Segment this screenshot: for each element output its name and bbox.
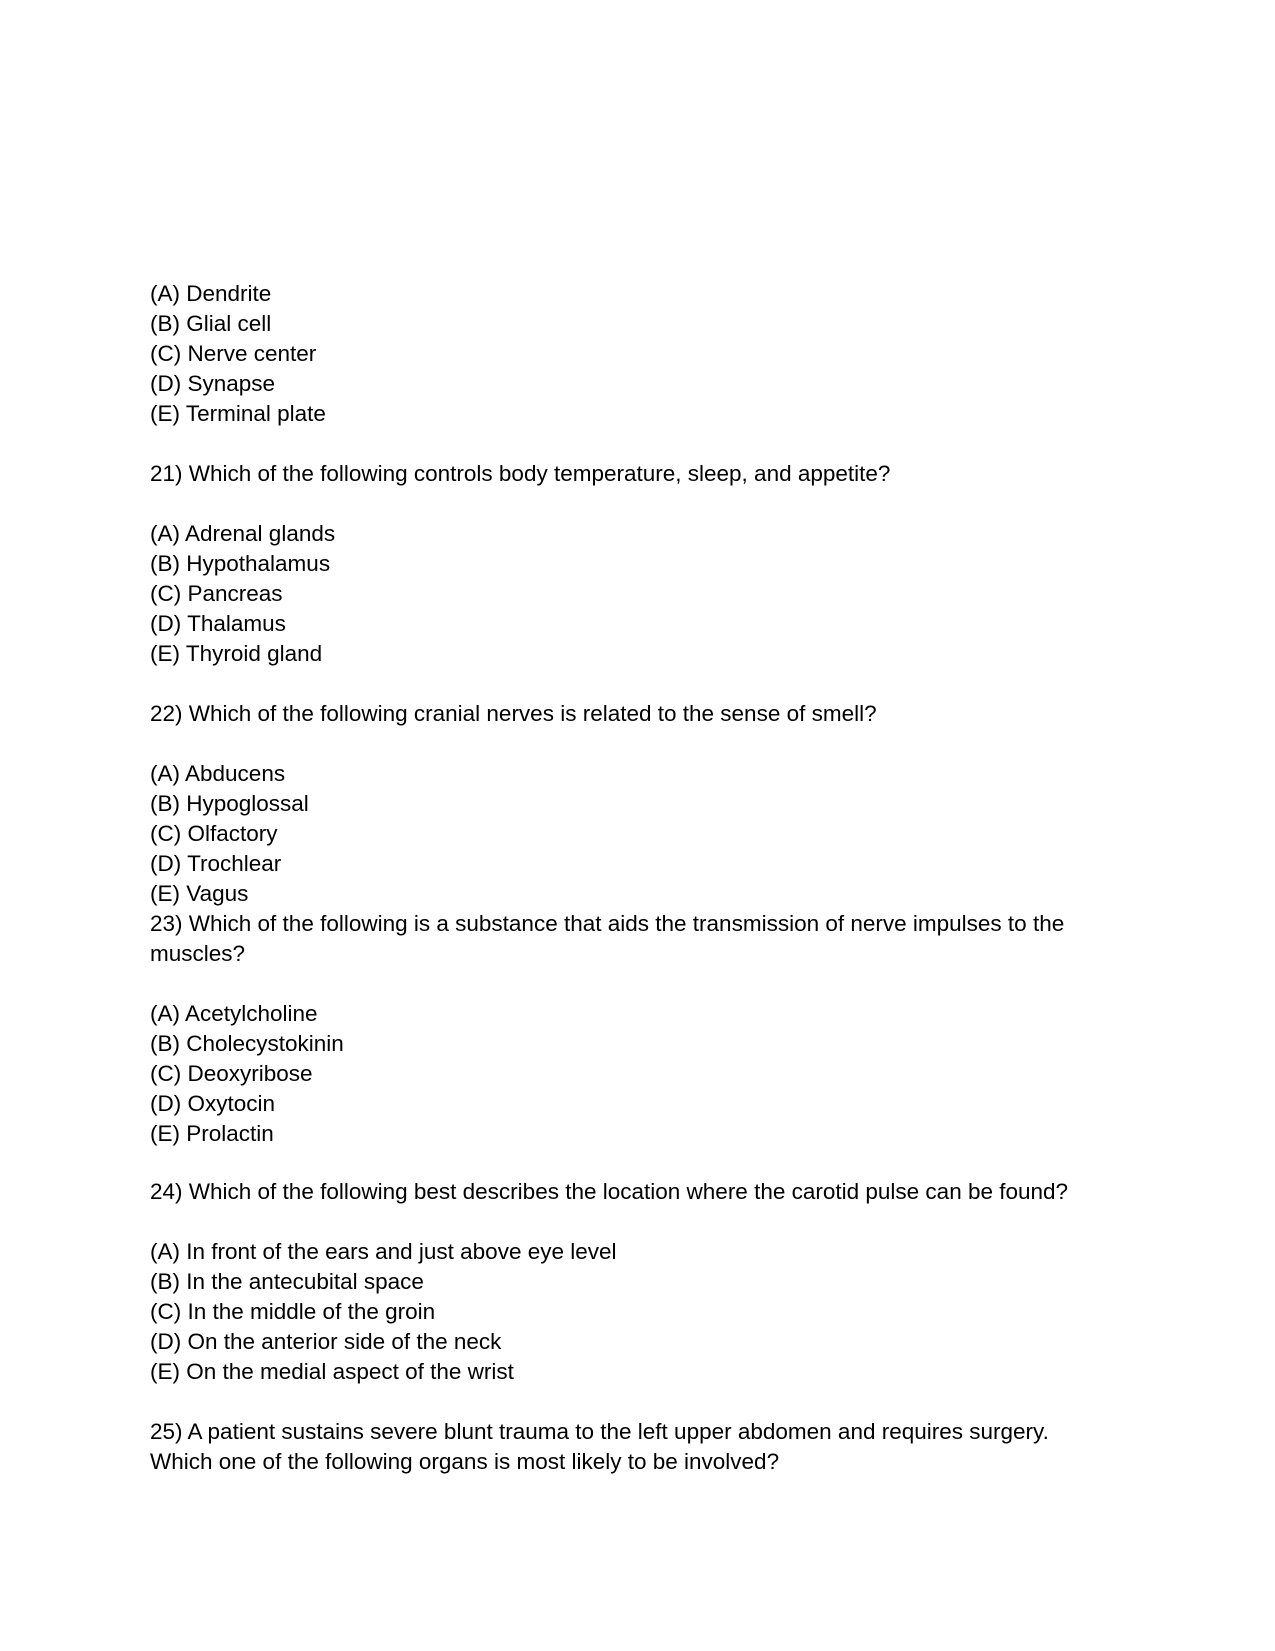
q20-option-a: (A) Dendrite — [150, 281, 272, 306]
q24-option-a: (A) In front of the ears and just above eye level — [150, 1239, 617, 1264]
q23-option-a: (A) Acetylcholine — [150, 1001, 318, 1026]
q23-option-c: (C) Deoxyribose — [150, 1061, 313, 1086]
q22-option-c: (C) Olfactory — [150, 821, 278, 846]
q20-option-b: (B) Glial cell — [150, 311, 272, 336]
q21-question: 21) Which of the following controls body temperature, sleep, and appetite? — [150, 461, 891, 486]
q23-question-line-2: muscles? — [150, 941, 246, 966]
q21-option-e: (E) Thyroid gland — [150, 641, 323, 666]
q23-question-line-1: 23) Which of the following is a substance that aids the transmission of nerve impulses to the — [150, 911, 1065, 936]
q22-option-e: (E) Vagus — [150, 881, 249, 906]
q25-question-line-1: 25) A patient sustains severe blunt trauma to the left upper abdomen and requires surgery. — [150, 1419, 1049, 1444]
q24-option-d: (D) On the anterior side of the neck — [150, 1329, 502, 1354]
q21-option-d: (D) Thalamus — [150, 611, 286, 636]
q24-option-b: (B) In the antecubital space — [150, 1269, 424, 1294]
q22-option-b: (B) Hypoglossal — [150, 791, 309, 816]
q21-option-b: (B) Hypothalamus — [150, 551, 331, 576]
q25-question-line-2: Which one of the following organs is most likely to be involved? — [150, 1449, 780, 1474]
q23-option-b: (B) Cholecystokinin — [150, 1031, 344, 1056]
q20-option-d: (D) Synapse — [150, 371, 276, 396]
q23-option-d: (D) Oxytocin — [150, 1091, 276, 1116]
q20-option-e: (E) Terminal plate — [150, 401, 326, 426]
q22-option-a: (A) Abducens — [150, 761, 286, 786]
q22-question: 22) Which of the following cranial nerves is related to the sense of smell? — [150, 701, 877, 726]
q21-option-c: (C) Pancreas — [150, 581, 283, 606]
q24-option-c: (C) In the middle of the groin — [150, 1299, 436, 1324]
q21-option-a: (A) Adrenal glands — [150, 521, 336, 546]
q23-option-e: (E) Prolactin — [150, 1121, 274, 1146]
q24-option-e: (E) On the medial aspect of the wrist — [150, 1359, 514, 1384]
q24-question: 24) Which of the following best describes the location where the carotid pulse can be found? — [150, 1179, 1069, 1204]
q20-option-c: (C) Nerve center — [150, 341, 317, 366]
q22-option-d: (D) Trochlear — [150, 851, 282, 876]
